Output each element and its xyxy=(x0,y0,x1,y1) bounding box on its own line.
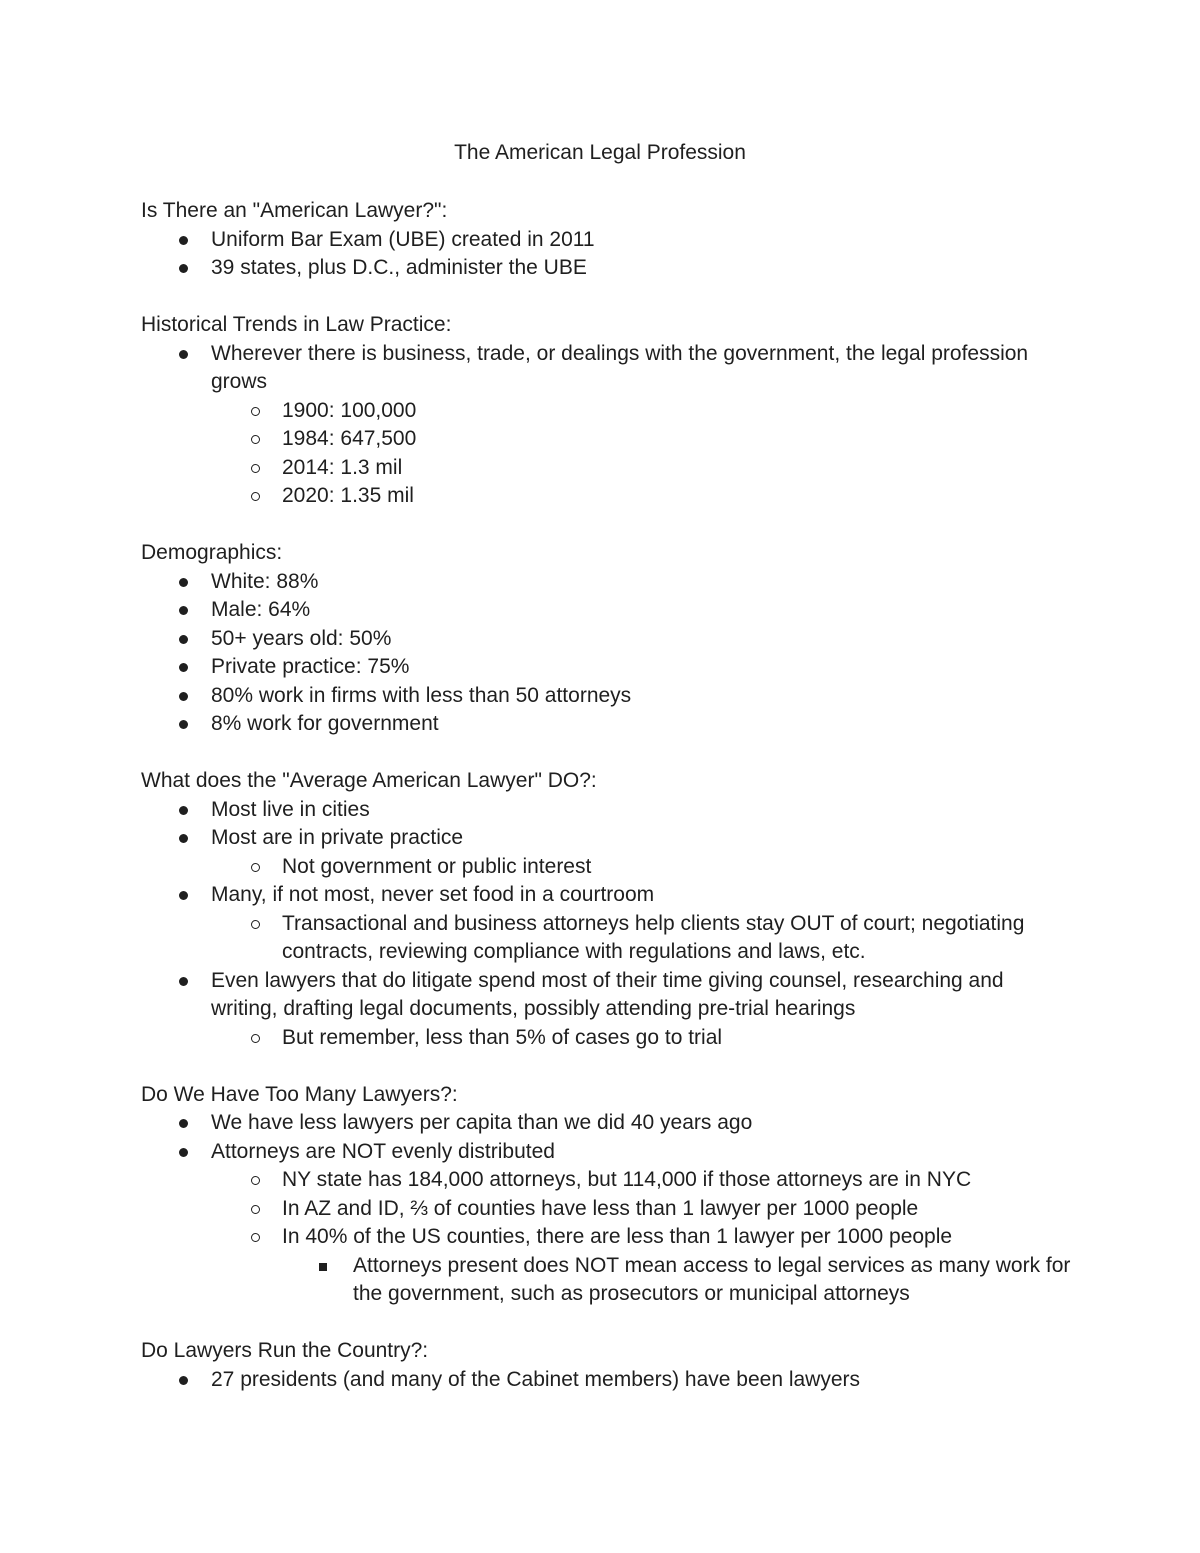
section xyxy=(141,539,1071,739)
section-heading: Demographics: xyxy=(141,541,283,564)
bullet-list-level-1 xyxy=(141,796,1071,1053)
disc-bullet-icon xyxy=(179,806,188,815)
section-heading: Do Lawyers Run the Country?: xyxy=(141,1339,429,1362)
nested-list-container xyxy=(141,1166,1071,1309)
list-item xyxy=(141,1366,1071,1395)
list-item-text: Transactional and business attorneys help clients stay OUT of court; negotiating contracts, reviewing compliance with regulations and laws, etc. xyxy=(282,911,1025,963)
list-item-text: In 40% of the US counties, there are less than 1 lawyer per 1000 people xyxy=(282,1225,953,1248)
circle-bullet-icon xyxy=(251,435,260,444)
list-item xyxy=(141,1024,1071,1053)
disc-bullet-icon xyxy=(179,606,188,615)
disc-bullet-icon xyxy=(179,1148,188,1157)
disc-bullet-icon xyxy=(179,635,188,644)
circle-bullet-icon xyxy=(251,1176,260,1185)
bullet-list-level-1 xyxy=(141,1366,1071,1395)
circle-bullet-icon xyxy=(251,1034,260,1043)
section-heading: Is There an "American Lawyer?": xyxy=(141,199,448,222)
list-item xyxy=(141,1195,1071,1224)
list-item xyxy=(141,710,1071,739)
list-item-text: Male: 64% xyxy=(211,598,311,621)
list-item xyxy=(141,824,1071,853)
nested-list-container xyxy=(141,1252,1071,1309)
list-item xyxy=(141,910,1071,967)
disc-bullet-icon xyxy=(179,264,188,273)
circle-bullet-icon xyxy=(251,492,260,501)
list-item xyxy=(141,425,1071,454)
list-item-text: We have less lawyers per capita than we did 40 years ago xyxy=(211,1111,753,1134)
list-item-text: Attorneys are NOT evenly distributed xyxy=(211,1139,555,1163)
list-item-text: 2014: 1.3 mil xyxy=(282,455,403,479)
list-item xyxy=(141,454,1071,483)
list-item-text: Many, if not most, never set food in a courtroom xyxy=(211,883,655,906)
section-heading: Historical Trends in Law Practice: xyxy=(141,313,452,336)
bullet-list-level-2 xyxy=(141,1024,1071,1053)
list-item xyxy=(141,1109,1071,1138)
disc-bullet-icon xyxy=(179,663,188,672)
list-item-text: 1900: 100,000 xyxy=(282,398,417,422)
list-item-text: Most live in cities xyxy=(211,797,370,821)
circle-bullet-icon xyxy=(251,407,260,416)
list-item-text: 27 presidents (and many of the Cabinet members) have been lawyers xyxy=(211,1367,861,1391)
list-item-text: 2020: 1.35 mil xyxy=(282,484,414,507)
list-item-text: Wherever there is business, trade, or dealings with the government, the legal profession grows xyxy=(211,341,1029,393)
bullet-list-level-3 xyxy=(141,1252,1071,1309)
list-item xyxy=(141,796,1071,825)
list-item xyxy=(141,596,1071,625)
bullet-list-level-2 xyxy=(141,1166,1071,1309)
circle-bullet-icon xyxy=(251,920,260,929)
list-item xyxy=(141,1138,1071,1167)
list-item xyxy=(141,482,1071,511)
list-item-text: White: 88% xyxy=(211,569,319,593)
section xyxy=(141,1081,1071,1309)
page-title: The American Legal Profession xyxy=(454,141,746,164)
bullet-list-level-2 xyxy=(141,397,1071,511)
bullet-list-level-1 xyxy=(141,226,1071,283)
circle-bullet-icon xyxy=(251,863,260,872)
list-item xyxy=(141,967,1071,1024)
list-item xyxy=(141,1223,1071,1252)
disc-bullet-icon xyxy=(179,692,188,701)
list-item-text: 80% work in firms with less than 50 attorneys xyxy=(211,683,632,707)
disc-bullet-icon xyxy=(179,350,188,359)
section xyxy=(141,197,1071,283)
list-item-text: NY state has 184,000 attorneys, but 114,000 if those attorneys are in NYC xyxy=(282,1168,972,1191)
bullet-list-level-1 xyxy=(141,1109,1071,1309)
list-item-text: Uniform Bar Exam (UBE) created in 2011 xyxy=(211,227,595,251)
list-item xyxy=(141,568,1071,597)
list-item-text: Attorneys present does NOT mean access to legal services as many work for the government, such as prosecutors or municipal attorneys xyxy=(353,1253,1071,1305)
list-item xyxy=(141,653,1071,682)
disc-bullet-icon xyxy=(179,977,188,986)
list-item xyxy=(141,226,1071,255)
disc-bullet-icon xyxy=(179,578,188,587)
disc-bullet-icon xyxy=(179,1119,188,1128)
list-item-text: Not government or public interest xyxy=(282,854,592,878)
section-heading: Do We Have Too Many Lawyers?: xyxy=(141,1082,458,1106)
list-item xyxy=(141,625,1071,654)
nested-list-container xyxy=(141,397,1071,511)
nested-list-container xyxy=(141,910,1071,967)
list-item-text: Private practice: 75% xyxy=(211,655,410,678)
disc-bullet-icon xyxy=(179,1376,188,1385)
list-item-text: But remember, less than 5% of cases go to trial xyxy=(282,1025,723,1049)
list-item xyxy=(141,682,1071,711)
disc-bullet-icon xyxy=(179,891,188,900)
list-item-text: 1984: 647,500 xyxy=(282,427,417,450)
section xyxy=(141,1337,1071,1394)
section-heading: What does the "Average American Lawyer" DO?: xyxy=(141,769,597,792)
section xyxy=(141,767,1071,1052)
disc-bullet-icon xyxy=(179,834,188,843)
list-item xyxy=(141,340,1071,397)
circle-bullet-icon xyxy=(251,1205,260,1214)
list-item xyxy=(141,1166,1071,1195)
bullet-list-level-2 xyxy=(141,853,1071,882)
list-item-text: 50+ years old: 50% xyxy=(211,626,392,650)
nested-list-container xyxy=(141,853,1071,882)
bullet-list-level-1 xyxy=(141,568,1071,739)
list-item-text: Even lawyers that do litigate spend most of their time giving counsel, researching and writing, drafting legal documents, possibly attending pre-trial hearings xyxy=(211,968,1004,1020)
list-item-text: 39 states, plus D.C., administer the UBE xyxy=(211,256,587,279)
document-body xyxy=(141,197,1071,1423)
list-item xyxy=(141,1252,1071,1309)
list-item xyxy=(141,881,1071,910)
section xyxy=(141,311,1071,511)
list-item xyxy=(141,397,1071,426)
list-item xyxy=(141,254,1071,283)
circle-bullet-icon xyxy=(251,464,260,473)
list-item-text: Most are in private practice xyxy=(211,826,464,849)
list-item-text: 8% work for government xyxy=(211,712,439,735)
square-bullet-icon xyxy=(319,1263,327,1271)
disc-bullet-icon xyxy=(179,236,188,245)
list-item-text: In AZ and ID, ⅔ of counties have less than 1 lawyer per 1000 people xyxy=(282,1196,919,1220)
bullet-list-level-2 xyxy=(141,910,1071,967)
list-item xyxy=(141,853,1071,882)
disc-bullet-icon xyxy=(179,720,188,729)
circle-bullet-icon xyxy=(251,1233,260,1242)
nested-list-container xyxy=(141,1024,1071,1053)
bullet-list-level-1 xyxy=(141,340,1071,511)
